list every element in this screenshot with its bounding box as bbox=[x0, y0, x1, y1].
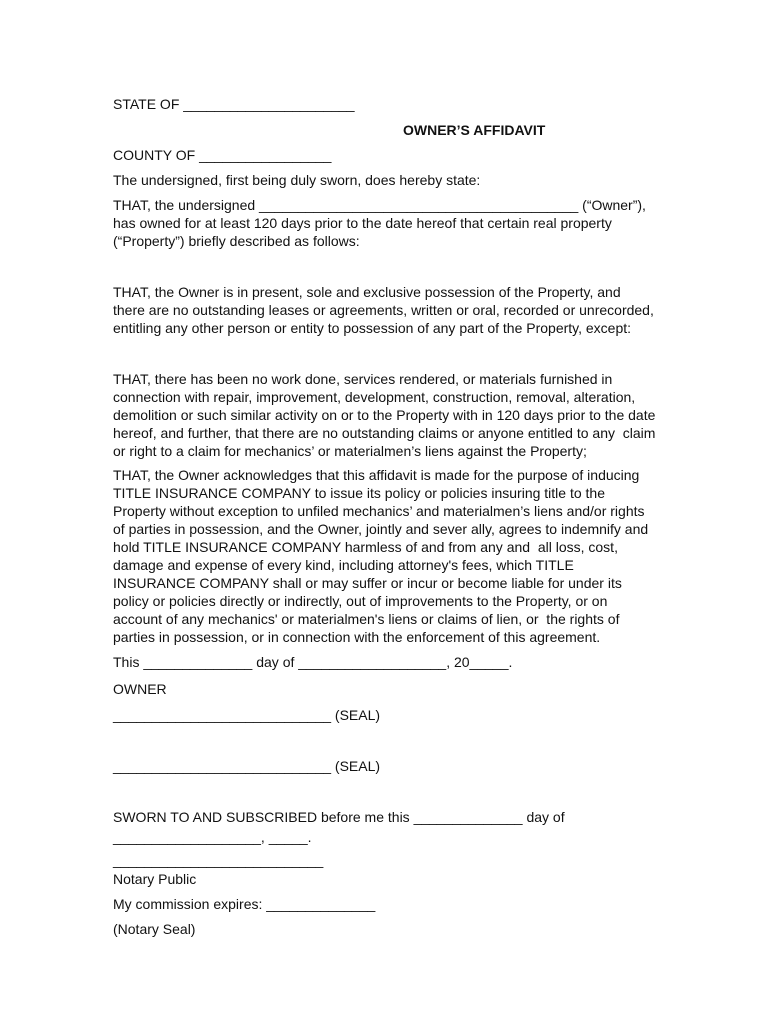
document-title: OWNER’S AFFIDAVIT bbox=[403, 122, 546, 138]
notary-public-label: Notary Public bbox=[113, 871, 197, 887]
state-line: STATE OF ______________________ bbox=[113, 96, 355, 112]
owner-clause bbox=[113, 196, 703, 250]
owner-clause-line: has owned for at least 120 days prior to the date hereof that certain real property bbox=[113, 215, 612, 231]
notary-signature-line: ___________________________ bbox=[113, 852, 324, 868]
indemnity-clause-line: Property without exception to unfiled mechanics’ and materialmen’s liens and/or rights bbox=[113, 503, 645, 519]
possession-clause-line: there are no outstanding leases or agreements, written or oral, recorded or unrecorded, bbox=[113, 302, 654, 318]
indemnity-clause-line: damage and expense of every kind, including attorney's fees, which TITLE bbox=[113, 557, 574, 573]
indemnity-clause-line: of parties in possession, and the Owner, jointly and sever ally, agrees to indemnify and bbox=[113, 521, 649, 537]
owner-signature-line-2: ____________________________ (SEAL) bbox=[113, 758, 381, 774]
work-clause-line: hereof, and further, that there are no outstanding claims or anyone entitled to any claim bbox=[113, 425, 656, 441]
indemnity-clause bbox=[113, 466, 703, 646]
indemnity-clause-line: INSURANCE COMPANY shall or may suffer or incur or become liable for under its bbox=[113, 575, 622, 591]
owner-label: OWNER bbox=[113, 681, 167, 697]
indemnity-clause-line: account of any mechanics' or materialmen's liens or claims of lien, or the rights of bbox=[113, 611, 620, 627]
work-clause-line: demolition or such similar activity on or to the Property with in 120 days prior to the date bbox=[113, 407, 656, 423]
work-clause-line: connection with repair, improvement, development, construction, removal, alteration, bbox=[113, 389, 636, 405]
sworn-date-line: ___________________, _____. bbox=[113, 829, 312, 845]
work-clause-line: THAT, there has been no work done, services rendered, or materials furnished in bbox=[113, 371, 613, 387]
owner-clause-line: THAT, the undersigned _________________________________________ (“Owner”), bbox=[113, 197, 646, 213]
owner-signature-line-1: ____________________________ (SEAL) bbox=[113, 707, 381, 723]
sworn-statement: SWORN TO AND SUBSCRIBED before me this ______________ day of bbox=[113, 809, 565, 825]
indemnity-clause-line: TITLE INSURANCE COMPANY to issue its policy or policies insuring title to the bbox=[113, 485, 605, 501]
indemnity-clause-line: parties in possession, or in connection with the enforcement of this agreement. bbox=[113, 629, 601, 645]
work-clause-line: or right to a claim for mechanics’ or materialmen’s liens against the Property; bbox=[113, 443, 587, 459]
possession-clause-line: THAT, the Owner is in present, sole and exclusive possession of the Property, and bbox=[113, 284, 621, 300]
work-clause bbox=[113, 370, 703, 460]
intro-statement: The undersigned, first being duly sworn, does hereby state: bbox=[113, 172, 481, 188]
owner-clause-line: (“Property”) briefly described as follows: bbox=[113, 233, 360, 249]
county-line: COUNTY OF _________________ bbox=[113, 147, 332, 163]
notary-seal-label: (Notary Seal) bbox=[113, 921, 196, 937]
commission-expires-line: My commission expires: ______________ bbox=[113, 896, 376, 912]
date-line: This ______________ day of ___________________, 20_____. bbox=[113, 654, 513, 670]
indemnity-clause-line: THAT, the Owner acknowledges that this affidavit is made for the purpose of inducing bbox=[113, 467, 640, 483]
indemnity-clause-line: policy or policies directly or indirectly, out of improvements to the Property, or on bbox=[113, 593, 608, 609]
possession-clause bbox=[113, 283, 703, 337]
possession-clause-line: entitling any other person or entity to possession of any part of the Property, except: bbox=[113, 320, 632, 336]
indemnity-clause-line: hold TITLE INSURANCE COMPANY harmless of and from any and all loss, cost, bbox=[113, 539, 618, 555]
